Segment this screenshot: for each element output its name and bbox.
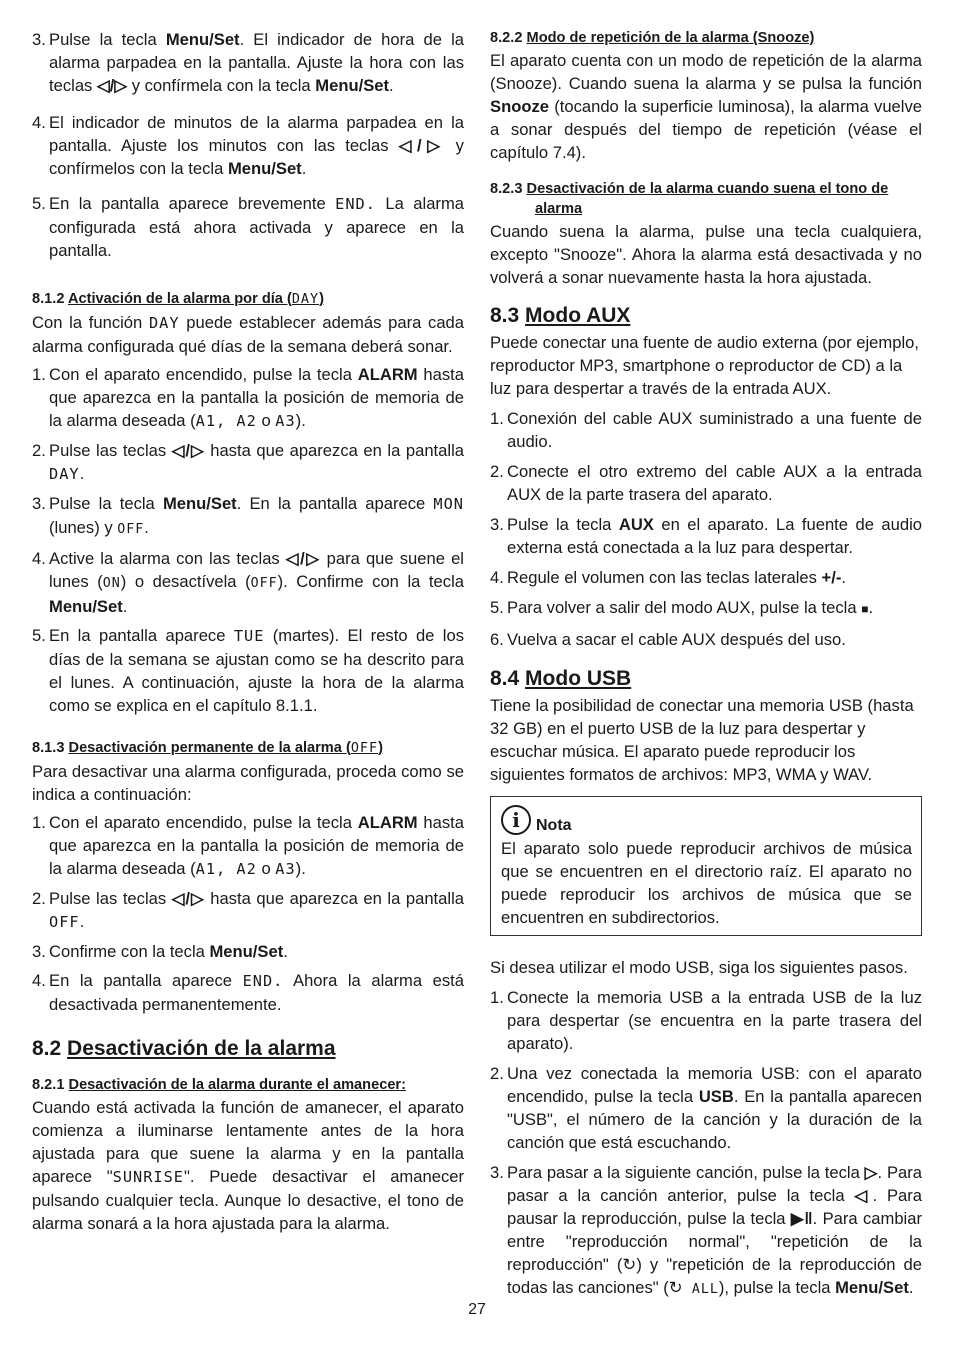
list-item: 5. En la pantalla aparece brevemente END. La alarma configurada está ahora activada y aparece en la pantalla. [32, 194, 465, 260]
steps-8-3 [490, 407, 922, 651]
steps-8-4 [490, 986, 922, 1301]
steps-8-1-2 [32, 363, 464, 717]
list-item: 2. Una vez conectada la memoria USB: con el aparato encendido, pulse la tecla USB. En la pantalla aparecen "USB", el número de la canción y la duración de la canción que está escuchando. [490, 1064, 922, 1152]
repeat-icon: ↻ [668, 1278, 683, 1297]
page-number: 27 [468, 1301, 486, 1318]
list-item: 1. Conexión del cable AUX suministrado a una fuente de audio. [490, 409, 922, 451]
list-item: 5. En la pantalla aparece TUE (martes). El resto de los días de la semana se ajustan como se ha descrito para el lunes. A continuación, ajuste la hora de la alarma como se explica en el capítulo 8.1.1. [32, 626, 464, 715]
list-item: 3. Para pasar a la siguiente canción, pulse la tecla ▷. Para pasar a la canción anterior, pulse la tecla ◁. Para pausar la reproducción, pulse la tecla ▶ǁ. Para cambiar entre "reproducción normal", "repetición de la reproducción" (↻) y "repetición de la reproducción de todas las canciones" (↻ ALL), pulse la tecla Menu/Set. [490, 1163, 923, 1297]
list-item: 4. El indicador de minutos de la alarma parpadea en la pantalla. Ajuste los minutos con las teclas ◁/▷ y confírmelos con la tecla Menu/Set. [32, 113, 464, 178]
list-item: 1. Conecte la memoria USB a la entrada USB de la luz para despertar (se encuentra en la parte trasera del aparato). [490, 988, 922, 1053]
left-column [32, 28, 464, 1235]
list-item: 4. Active la alarma con las teclas ◁/▷ para que suene el lunes (ON) o desactívela (OFF). Confirme con la tecla Menu/Set. [32, 549, 464, 616]
section-intro: Si desea utilizar el modo USB, siga los siguientes pasos. [490, 958, 908, 977]
right-column [490, 28, 922, 1301]
note-text: El aparato solo puede reproducir archivos de música que se encuentren en el directorio raíz. El aparato no puede reproducir los archivos de música que se encuentren en subdirectorios. [501, 839, 912, 927]
section-heading-8-4: 8.4 Modo USB [490, 667, 632, 690]
section-intro: Puede conectar una fuente de audio externa (por ejemplo, reproductor MP3, smartphone o reproductor de CD) a la luz para despertar a través de la entrada AUX. [490, 333, 919, 398]
list-item: 3. Pulse la tecla AUX en el aparato. La fuente de audio externa está conectada a la luz para despertar. [490, 515, 922, 557]
steps-8-1-3 [32, 811, 464, 1016]
section-intro: Con la función DAY puede establecer además para cada alarma configurada qué días de la semana deberá sonar. [32, 313, 465, 356]
section-paragraph: Cuando está activada la función de amanecer, el aparato comienza a iluminarse lentamente antes de la hora ajustada para que suene la alarma y en la pantalla aparece "SUNRISE". Puede desactivar el amanecer pulsando cualquier tecla. Aunque lo desactive, el tono de alarma sonará a la hora ajustada para la alarma. [32, 1098, 464, 1233]
list-item: 1. Con el aparato encendido, pulse la tecla ALARM hasta que aparezca en la pantalla la posición de memoria de la alarma deseada (A1, A2 o A3). [32, 365, 464, 430]
section-heading-8-3: 8.3 Modo AUX [490, 304, 631, 327]
section-intro: Tiene la posibilidad de conectar una memoria USB (hasta 32 GB) en el puerto USB de la luz para despertar y escuchar música. El aparato puede reproducir los siguientes formatos de archivos: MP3, WMA y WAV. [490, 696, 914, 784]
list-item: 2. Pulse las teclas ◁/▷ hasta que aparezca en la pantalla DAY. [32, 441, 464, 483]
note-header [501, 805, 912, 835]
list-item: 2. Conecte el otro extremo del cable AUX a la entrada AUX de la parte trasera del aparato. [490, 462, 922, 504]
list-item: 3. Pulse la tecla Menu/Set. El indicador de hora de la alarma parpadea en la pantalla. Ajuste la hora con las teclas ◁/▷ y confírmela con la tecla Menu/Set. [32, 30, 464, 95]
stop-symbol: ■ [861, 602, 869, 616]
list-item: 3. Pulse la tecla Menu/Set. En la pantalla aparece MON (lunes) y OFF. [32, 494, 464, 537]
info-icon: i [501, 805, 531, 835]
section-heading-8-2-1: 8.2.1 Desactivación de la alarma durante el amanecer: [32, 1077, 406, 1093]
lcd-text: END. [335, 195, 376, 213]
section-intro: Para desactivar una alarma configurada, proceda como se indica a continuación: [32, 762, 464, 804]
note-title: Nota [536, 817, 572, 834]
section-heading-8-2-3: 8.2.3 Desactivación de la alarma cuando suena el tono de alarma [490, 181, 889, 217]
list-item: 5. Para volver a salir del modo AUX, pulse la tecla ■. [490, 598, 874, 617]
section-heading-8-1-3: 8.1.3 Desactivación permanente de la alarma (OFF) [32, 740, 383, 756]
section-paragraph: Cuando suena la alarma, pulse una tecla cualquiera, excepto "Snooze". Ahora la alarma está desactivada y no volverá a sonar nuevamente hasta la hora ajustada. [490, 222, 922, 287]
list-item: 4. En la pantalla aparece END. Ahora la alarma está desactivada permanentemente. [32, 971, 465, 1014]
section-heading-8-2: 8.2 Desactivación de la alarma [32, 1037, 336, 1060]
repeat-icon: ↻ [622, 1255, 637, 1274]
list-item: 4. Regule el volumen con las teclas laterales +/-. [490, 568, 846, 587]
list-item: 6. Vuelva a sacar el cable AUX después del uso. [490, 630, 846, 649]
list-item: 3. Confirme con la tecla Menu/Set. [32, 942, 288, 961]
list-item: 1. Con el aparato encendido, pulse la tecla ALARM hasta que aparezca en la pantalla la posición de memoria de la alarma deseada (A1, A2 o A3). [32, 813, 464, 878]
list-item: 2. Pulse las teclas ◁/▷ hasta que aparezca en la pantalla OFF. [32, 889, 464, 931]
section-heading-8-1-2: 8.1.2 Activación de la alarma por día (DAY) [32, 291, 324, 307]
section-heading-8-2-2: 8.2.2 Modo de repetición de la alarma (Snooze) [490, 30, 815, 46]
steps-8-1-1-cont [32, 28, 464, 262]
section-paragraph: El aparato cuenta con un modo de repetición de la alarma (Snooze). Cuando suena la alarma y se pulsa la función Snooze (tocando la superficie luminosa), la alarma vuelve a sonar después del tiempo de repetición (véase el capítulo 7.4). [490, 51, 922, 162]
play-pause-symbol: ▶ǁ [790, 1209, 813, 1228]
note-box [490, 796, 922, 936]
